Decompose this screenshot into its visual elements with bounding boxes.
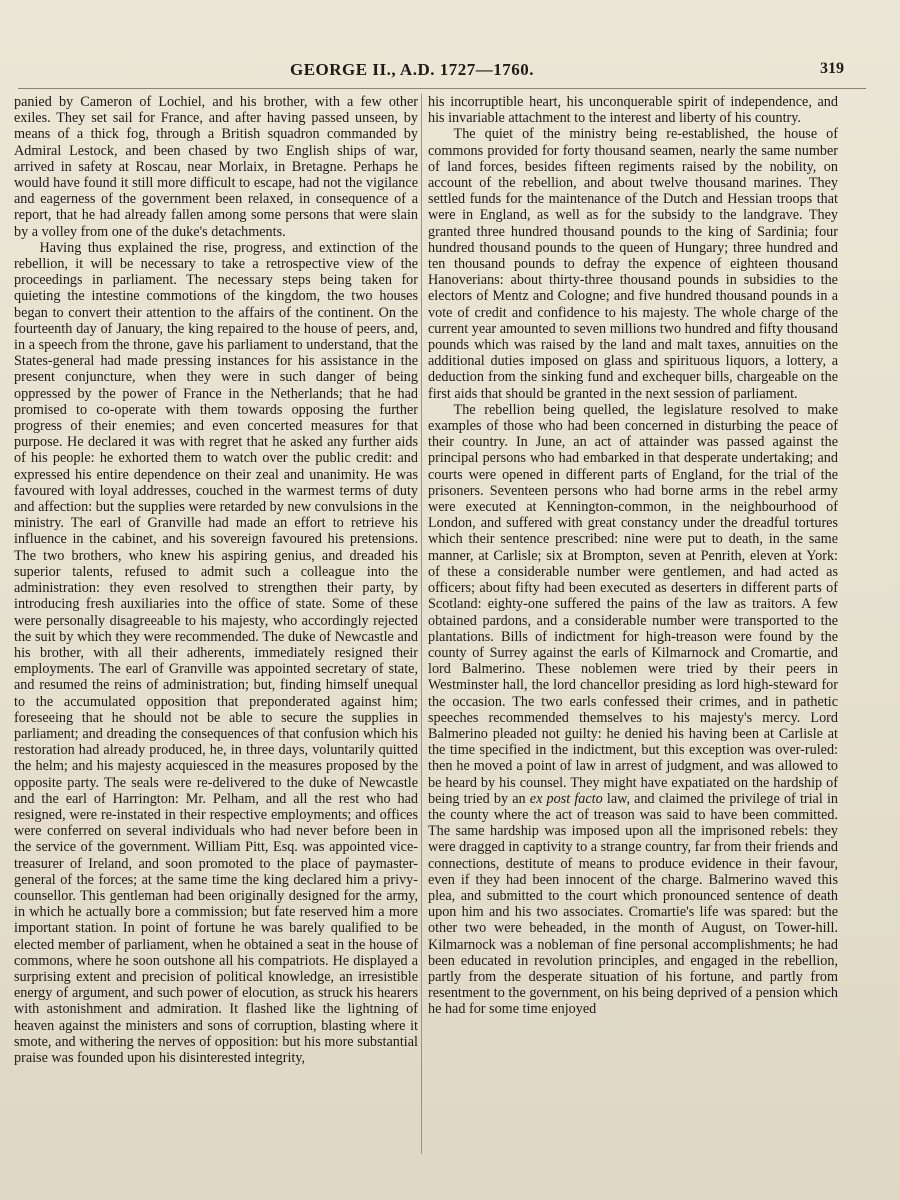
- column-divider: [421, 94, 422, 1154]
- paragraph-text: The rebellion being quelled, the legislature resolved to make examples of those who had been concerned in disturbing the peace of their country. In June, an act of attainder was passed against the principal persons who had embarked in that desperate undertaking; and courts were opened in different parts of England, for the trial of the prisoners. Seventeen persons who had borne arms in the rebel army were executed at Kennington-common, in the neighbourhood of London, and suffered with great constancy under the dreadful tortures which their sentence prescribed: nine were put to death, in the same manner, at Carlisle; six at Brompton, seven at Penrith, eleven at York: of these a considerable number were gentlemen, and had acted as officers; about fifty had been executed as deserters in different parts of Scotland: eighty-one suffered the pains of the law as traitors. A few obtained pardons, and a considerable number were transported to the plantations. Bills of indictment for high-treason were found by the county of Surrey against the earls of Kilmarnock and Cromartie, and lord Balmerino. These noblemen were tried by their peers in Westminster hall, the lord chancellor presiding as lord high-steward for the occasion. The two earls confessed their crimes, and in pathetic speeches recommended themselves to his majesty's mercy. Lord Balmerino pleaded not guilty: he denied his having been at Carlisle at the time specified in the indictment, but this exception was over-ruled: then he moved a point of law in arrest of judgment, and was allowed to be heard by his counsel. They might have expatiated on the hardship of being tried by an: [428, 401, 838, 807]
- left-column: [14, 94, 418, 1174]
- italic-phrase: ex post facto: [529, 790, 603, 807]
- right-column: [428, 94, 838, 1174]
- paragraph: The quiet of the ministry being re-established, the house of commons provided for forty thousand seamen, nearly the same number of land forces, besides fifteen regiments raised by the nobility, on account of the rebellion, and about twelve thousand marines. They settled funds for the maintenance of the Dutch and Hessian troops that were in England, as well as for the subsidy to the landgrave. They granted three hundred thousand pounds to the king of Sardinia; four hundred thousand pounds to the queen of Hungary; three hundred and ten thousand pounds to defray the expence of eighteen thousand Hanoverians: about thirty-three thousand pounds in subsidies to the electors of Mentz and Cologne; and five hundred thousand pounds in a vote of credit and confidence to his majesty. The whole charge of the current year amounted to seven millions two hundred and fifty thousand pounds which was raised by the land and malt taxes, annuities on the additional duties imposed on glass and spirituous liquors, a lottery, a deduction from the sinking fund and exchequer bills, chargeable on the first aids that should be granted in the next session of parliament.: [428, 126, 838, 402]
- page-number: 319: [820, 60, 844, 77]
- running-head: GEORGE II., A.D. 1727—1760.: [290, 60, 534, 79]
- paragraph-text: law, and claimed the privilege of trial in the county where the act of treason was said to have been committed. The same hardship was imposed upon all the imprisoned rebels: they were dragged in captivity to a strange country, far from their friends and connections, destitute of means to produce evidence in their favour, even if they had been innocent of the charge. Balmerino waved this plea, and submitted to the court which pronounced sentence of death upon him and his two associates. Cromartie's life was spared: but the other two were beheaded, in the month of August, on Tower-hill. Kilmarnock was a nobleman of fine personal accomplishments; he had been educated in revolution principles, and engaged in the rebellion, partly from the desperate situation of his fortune, and partly from resentment to the government, on his being deprived of a pension which he had for some time enjoyed: [428, 790, 838, 1018]
- page-header: [0, 60, 900, 84]
- paragraph: panied by Cameron of Lochiel, and his brother, with a few other exiles. They set sail for France, and after having passed unseen, by means of a thick fog, through a British squadron commanded by Admiral Lestock, and been chased by two English ships of war, arrived in safety at Roscau, near Morlaix, in Bretagne. Perhaps he would have found it still more difficult to escape, had not the vigilance and eagerness of the government been relaxed, in consequence of a report, that he had already fallen among some persons that were slain by a volley from one of the duke's detachments.: [14, 94, 418, 240]
- paragraph: Having thus explained the rise, progress, and extinction of the rebellion, it will be necessary to take a retrospective view of the proceedings in parliament. The necessary steps being taken for quieting the intestine commotions of the kingdom, the two houses began to convert their attention to the affairs of the continent. On the fourteenth day of January, the king repaired to the house of peers, and, in a speech from the throne, gave his parliament to understand, that the States-general had made pressing instances for his assistance in the present conjuncture, when they were in such danger of being oppressed by the power of France in the Netherlands; that he had promised to co-operate with them towards opposing the further progress of their enemies; and even concerted measures for that purpose. He declared it was with regret that he asked any further aids of his people: he exhorted them to watch over the public credit: and expressed his entire dependence on their zeal and unanimity. He was favoured with loyal addresses, couched in the warmest terms of duty and affection: but the supplies were retarded by new convulsions in the ministry. The earl of Granville had made an effort to retrieve his influence in the cabinet, and his sovereign favoured his pretensions. The two brothers, who knew his aspiring genius, and dreaded his superior talents, refused to admit such a colleague into the administration: they even resolved to strengthen their party, by introducing fresh auxiliaries into the office of state. Some of these were personally disagreeable to his majesty, who accordingly rejected the suit by which they were recommended. The duke of Newcastle and his brother, with all their adherents, immediately resigned their employments. The earl of Granville was appointed secretary of state, and resumed the reins of administration; but, finding himself unequal to the accumulated opposition that preponderated against him; foreseeing that he should not be able to secure the supplies in parliament; and dreading the consequences of that confusion which his restoration had already produced, he, in three days, voluntarily quitted the helm; and his majesty acquiesced in the measures proposed by the opposite party. The seals were re-delivered to the duke of Newcastle and the earl of Harrington: Mr. Pelham, and all the rest who had resigned, were re-instated in their respective employments; and offices were conferred on several individuals who had never before been in the service of the government. William Pitt, Esq. was appointed vice-treasurer of Ireland, and soon promoted to the place of paymaster-general of the forces; at the same time the king declared him a privy-counsellor. This gentleman had been originally designed for the army, in which he actually bore a commission; but fate reserved him a more important station. In point of fortune he was barely qualified to be elected member of parliament, when he obtained a seat in the house of commons, where he soon outshone all his compatriots. He displayed a surprising extent and precision of political knowledge, an irresistible energy of argument, and such power of elocution, as struck his hearers with astonishment and admiration. It flashed like the lightning of heaven against the ministers and sons of corruption, blasting where it smote, and withering the nerves of opposition: but his more substantial praise was founded upon his disinterested integrity,: [14, 239, 418, 1066]
- header-rule: [18, 88, 866, 89]
- paragraph: [428, 402, 838, 1018]
- paragraph: his incorruptible heart, his unconquerable spirit of independence, and his invariable attachment to the interest and liberty of his country.: [428, 94, 838, 127]
